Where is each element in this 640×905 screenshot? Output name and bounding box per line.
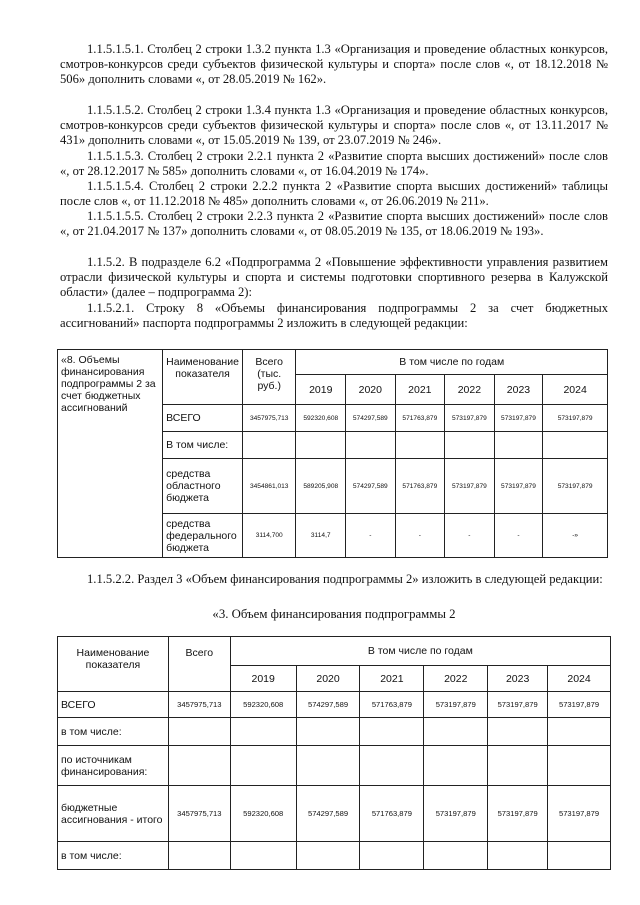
table-row [58,718,611,746]
paragraph-5: 1.1.5.1.5.5. Столбец 2 строки 2.2.3 пункта 2 «Развитие спорта высших достижений» после слов «, от 21.04.2017 № 137» дополнить словами «, от 08.05.2019 № 135, от 18.06.2019 № 193». [60,209,608,239]
cell-value: 592320,608 [230,692,296,718]
years-group-header: В том числе по годам [230,637,610,666]
paragraph-6: 1.1.5.2. В подразделе 6.2 «Подпрограмма 2 «Повышение эффективности управления развитием отрасли физической культуры и спорта и системы подготовки спортивного резерва в Калужской области» (далее – подпрограмма 2): [60,255,608,300]
year-header: 2019 [296,375,346,405]
row-name: по источникам финансирования: [58,746,169,786]
cell-value: 574297,589 [296,786,360,842]
row-total: 3454861,013 [242,459,296,514]
cell-value: 573197,879 [424,692,488,718]
cell-value: 573197,879 [494,459,543,514]
cell-value [548,842,611,870]
year-header: 2021 [395,375,445,405]
cell-value: - [395,514,445,558]
row-total: 3457975,713 [168,786,230,842]
cell-value: - [494,514,543,558]
year-header: 2022 [424,666,488,692]
cell-value [296,718,360,746]
table-row [58,692,611,718]
cell-value [445,432,495,459]
cell-value: 574297,589 [346,405,396,432]
years-group-header: В том числе по годам [296,350,608,375]
year-header: 2024 [543,375,608,405]
row-name: в том числе: [58,842,169,870]
cell-value: -» [543,514,608,558]
cell-value: 573197,879 [488,786,548,842]
cell-value [296,842,360,870]
cell-value [360,842,424,870]
cell-value: 571763,879 [360,786,424,842]
cell-value [424,718,488,746]
cell-value [230,718,296,746]
table-row [58,746,611,786]
cell-value: 573197,879 [543,405,608,432]
cell-value: 592320,608 [296,405,346,432]
passport-row-label: «8. Объемы финансирования подпрограммы 2 за счет бюджетных ассигнований [58,350,163,558]
row-total: 3114,700 [242,514,296,558]
cell-value [296,432,346,459]
year-header: 2023 [494,375,543,405]
cell-value [548,746,611,786]
cell-value [488,746,548,786]
cell-value: 592320,608 [230,786,296,842]
cell-value: - [445,514,495,558]
row-total: 3457975,713 [242,405,296,432]
cell-value [488,842,548,870]
cell-value [424,746,488,786]
cell-value: 573197,879 [494,405,543,432]
row-name: ВСЕГО [58,692,169,718]
row-name: бюджетные ассигнования - итого [58,786,169,842]
row-total [168,718,230,746]
cell-value: 573197,879 [548,692,611,718]
cell-value [395,432,445,459]
paragraph-1: 1.1.5.1.5.1. Столбец 2 строки 1.3.2 пункта 1.3 «Организация и проведение областных конкурсов, смотров-конкурсов среди субъектов физической культуры и спорта» после слов «, от 18.12.2018 № 506» дополнить словами «, от 28.05.2019 № 162». [60,42,608,87]
cell-value [548,718,611,746]
paragraph-8: 1.1.5.2.2. Раздел 3 «Объем финансирования подпрограммы 2» изложить в следующей редакции: [87,572,603,586]
row-total [168,842,230,870]
cell-value [543,432,608,459]
row-name: в том числе: [58,718,169,746]
cell-value [346,432,396,459]
cell-value: 574297,589 [296,692,360,718]
cell-value [296,746,360,786]
row-name: средства федерального бюджета [163,514,243,558]
year-header: 2023 [488,666,548,692]
row-name: средства областного бюджета [163,459,243,514]
cell-value [230,842,296,870]
cell-value [360,718,424,746]
year-header: 2024 [548,666,611,692]
paragraph-4: 1.1.5.1.5.4. Столбец 2 строки 2.2.2 пункта 2 «Развитие спорта высших достижений» таблицы после слов «, от 11.12.2018 № 485» дополнить словами «, от 26.06.2019 № 211». [60,179,608,209]
cell-value: 571763,879 [360,692,424,718]
cell-value: 573197,879 [445,459,495,514]
cell-value: 573197,879 [488,692,548,718]
year-header: 2020 [346,375,396,405]
funding-passport-table [57,349,608,558]
col-total-header: Всего (тыс. руб.) [242,350,296,405]
paragraph-3: 1.1.5.1.5.3. Столбец 2 строки 2.2.1 пункта 2 «Развитие спорта высших достижений» после слов «, от 28.12.2017 № 585» дополнить словами «, от 16.04.2019 № 174». [60,149,608,179]
paragraph-7: 1.1.5.2.1. Строку 8 «Объемы финансирования подпрограммы 2 за счет бюджетных ассигнований» паспорта подпрограммы 2 изложить в следующей редакции: [60,301,608,331]
cell-value [230,746,296,786]
cell-value: 573197,879 [543,459,608,514]
cell-value: 573197,879 [445,405,495,432]
cell-value: 571763,879 [395,459,445,514]
row-name: В том числе: [163,432,243,459]
cell-value: 3114,7 [296,514,346,558]
section-title: «3. Объем финансирования подпрограммы 2 [212,607,456,621]
table-row [58,842,611,870]
cell-value [494,432,543,459]
cell-value [424,842,488,870]
col-total-header: Всего [168,637,230,692]
row-total: 3457975,713 [168,692,230,718]
cell-value: 574297,589 [346,459,396,514]
cell-value: 573197,879 [548,786,611,842]
cell-value [488,718,548,746]
row-total [242,432,296,459]
year-header: 2022 [445,375,495,405]
year-header: 2019 [230,666,296,692]
cell-value [360,746,424,786]
year-header: 2020 [296,666,360,692]
year-header: 2021 [360,666,424,692]
col-name-header: Наименование показателя [58,637,169,692]
row-name: ВСЕГО [163,405,243,432]
cell-value: - [346,514,396,558]
cell-value: 571763,879 [395,405,445,432]
cell-value: 573197,879 [424,786,488,842]
paragraph-2: 1.1.5.1.5.2. Столбец 2 строки 1.3.4 пункта 1.3 «Организация и проведение областных конкурсов, смотров-конкурсов среди субъектов физической культуры и спорта» после слов «, от 13.11.2017 № 431» дополнить словами «, от 15.05.2019 № 139, от 23.07.2019 № 246». [60,103,608,148]
funding-section-table [57,636,611,870]
col-name-header: Наименование показателя [163,350,243,405]
table-row [58,786,611,842]
cell-value: 589205,908 [296,459,346,514]
row-total [168,746,230,786]
